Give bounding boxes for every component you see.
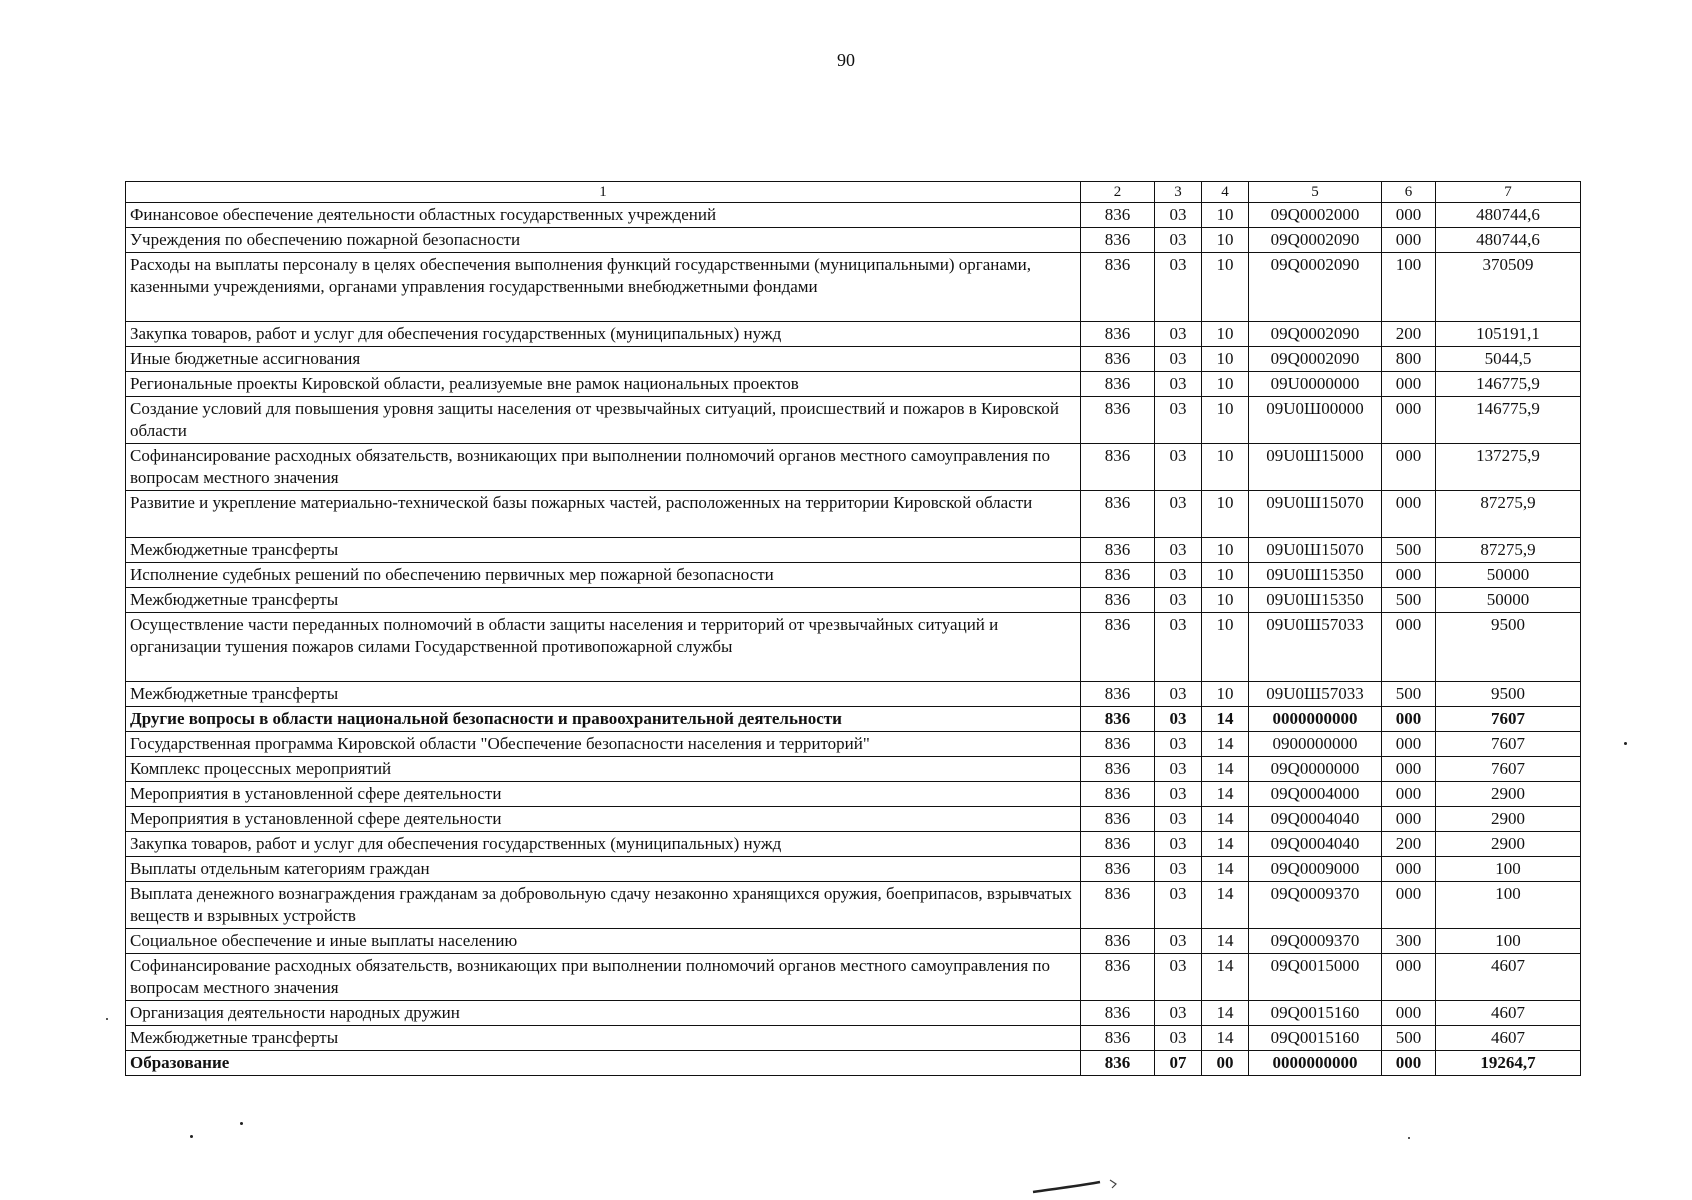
table-row: [126, 372, 1581, 397]
cell-subsection-code: 10: [1202, 397, 1249, 444]
cell-ministry-code: 836: [1081, 682, 1155, 707]
cell-expense-type: 000: [1382, 707, 1436, 732]
cell-amount: 4607: [1436, 1026, 1581, 1051]
cell-amount: 87275,9: [1436, 491, 1581, 538]
header-cell-3: 3: [1155, 182, 1202, 203]
cell-ministry-code: 836: [1081, 322, 1155, 347]
cell-target-article: 09U0Ш15070: [1249, 538, 1382, 563]
cell-expense-type: 500: [1382, 682, 1436, 707]
cell-subsection-code: 14: [1202, 782, 1249, 807]
cell-target-article: 09Q0002090: [1249, 347, 1382, 372]
cell-section-code: 03: [1155, 228, 1202, 253]
table-row: [126, 1051, 1581, 1076]
cell-expense-type: 000: [1382, 732, 1436, 757]
table-row: [126, 253, 1581, 322]
cell-amount: 146775,9: [1436, 397, 1581, 444]
cell-ministry-code: 836: [1081, 707, 1155, 732]
row-name-cell: Региональные проекты Кировской области, реализуемые вне рамок национальных проектов: [126, 372, 1081, 397]
cell-ministry-code: 836: [1081, 757, 1155, 782]
cell-subsection-code: 10: [1202, 538, 1249, 563]
cell-subsection-code: 10: [1202, 228, 1249, 253]
cell-target-article: 09Q0015160: [1249, 1001, 1382, 1026]
header-cell-1: 1: [126, 182, 1081, 203]
table-row: [126, 757, 1581, 782]
cell-subsection-code: 14: [1202, 807, 1249, 832]
row-name-cell: Комплекс процессных мероприятий: [126, 757, 1081, 782]
table-row: [126, 857, 1581, 882]
cell-expense-type: 500: [1382, 588, 1436, 613]
cell-ministry-code: 836: [1081, 807, 1155, 832]
cell-amount: 4607: [1436, 954, 1581, 1001]
cell-section-code: 03: [1155, 588, 1202, 613]
row-name-cell: Межбюджетные трансферты: [126, 588, 1081, 613]
table-row: [126, 807, 1581, 832]
table-row: [126, 563, 1581, 588]
cell-ministry-code: 836: [1081, 1026, 1155, 1051]
cell-target-article: 09U0Ш57033: [1249, 682, 1382, 707]
table-row: [126, 732, 1581, 757]
cell-section-code: 03: [1155, 757, 1202, 782]
cell-section-code: 03: [1155, 372, 1202, 397]
cell-subsection-code: 14: [1202, 732, 1249, 757]
row-name-cell: Софинансирование расходных обязательств, возникающих при выполнении полномочий органов местного самоуправления по вопросам местного значения: [126, 444, 1081, 491]
cell-amount: 100: [1436, 857, 1581, 882]
cell-subsection-code: 14: [1202, 757, 1249, 782]
cell-target-article: 09Q0015160: [1249, 1026, 1382, 1051]
cell-section-code: 03: [1155, 538, 1202, 563]
scan-speck: [1624, 742, 1627, 745]
cell-section-code: 03: [1155, 732, 1202, 757]
cell-section-code: 07: [1155, 1051, 1202, 1076]
cell-expense-type: 000: [1382, 613, 1436, 682]
row-name-cell: Организация деятельности народных дружин: [126, 1001, 1081, 1026]
table-row: [126, 954, 1581, 1001]
cell-target-article: 09U0Ш15070: [1249, 491, 1382, 538]
cell-subsection-code: 14: [1202, 1026, 1249, 1051]
cell-subsection-code: 14: [1202, 929, 1249, 954]
table-row: [126, 491, 1581, 538]
cell-amount: 9500: [1436, 682, 1581, 707]
cell-ministry-code: 836: [1081, 1051, 1155, 1076]
row-name-cell: Другие вопросы в области национальной безопасности и правоохранительной деятельности: [126, 707, 1081, 732]
cell-target-article: 09Q0009000: [1249, 857, 1382, 882]
cell-expense-type: 000: [1382, 782, 1436, 807]
cell-target-article: 09Q0000000: [1249, 757, 1382, 782]
cell-section-code: 03: [1155, 203, 1202, 228]
row-name-cell: Создание условий для повышения уровня защиты населения от чрезвычайных ситуаций, происшествий и пожаров в Кировской области: [126, 397, 1081, 444]
cell-amount: 2900: [1436, 807, 1581, 832]
cell-target-article: 0900000000: [1249, 732, 1382, 757]
cell-ministry-code: 836: [1081, 782, 1155, 807]
cell-section-code: 03: [1155, 857, 1202, 882]
cell-ministry-code: 836: [1081, 491, 1155, 538]
cell-subsection-code: 00: [1202, 1051, 1249, 1076]
cell-target-article: 09Q0015000: [1249, 954, 1382, 1001]
cell-subsection-code: 10: [1202, 563, 1249, 588]
cell-ministry-code: 836: [1081, 372, 1155, 397]
cell-section-code: 03: [1155, 1026, 1202, 1051]
cell-amount: 100: [1436, 882, 1581, 929]
cell-ministry-code: 836: [1081, 1001, 1155, 1026]
cell-expense-type: 500: [1382, 1026, 1436, 1051]
cell-target-article: 0000000000: [1249, 707, 1382, 732]
table-row: [126, 682, 1581, 707]
cell-target-article: 09Q0002090: [1249, 253, 1382, 322]
cell-section-code: 03: [1155, 832, 1202, 857]
row-name-cell: Мероприятия в установленной сфере деятельности: [126, 782, 1081, 807]
cell-expense-type: 000: [1382, 444, 1436, 491]
cell-amount: 7607: [1436, 757, 1581, 782]
cell-expense-type: 000: [1382, 954, 1436, 1001]
row-name-cell: Учреждения по обеспечению пожарной безопасности: [126, 228, 1081, 253]
cell-expense-type: 200: [1382, 322, 1436, 347]
cell-ministry-code: 836: [1081, 929, 1155, 954]
row-name-cell: Социальное обеспечение и иные выплаты населению: [126, 929, 1081, 954]
scan-speck: [1408, 1137, 1410, 1139]
cell-section-code: 03: [1155, 563, 1202, 588]
cell-subsection-code: 14: [1202, 954, 1249, 1001]
table-row: [126, 588, 1581, 613]
cell-ministry-code: 836: [1081, 732, 1155, 757]
table-row: [126, 707, 1581, 732]
cell-section-code: 03: [1155, 397, 1202, 444]
cell-expense-type: 100: [1382, 253, 1436, 322]
cell-amount: 4607: [1436, 1001, 1581, 1026]
row-name-cell: Межбюджетные трансферты: [126, 538, 1081, 563]
cell-subsection-code: 10: [1202, 444, 1249, 491]
cell-subsection-code: 14: [1202, 857, 1249, 882]
cell-subsection-code: 10: [1202, 682, 1249, 707]
cell-expense-type: 000: [1382, 372, 1436, 397]
table-row: [126, 1026, 1581, 1051]
cell-subsection-code: 10: [1202, 347, 1249, 372]
cell-amount: 480744,6: [1436, 203, 1581, 228]
cell-amount: 50000: [1436, 563, 1581, 588]
row-name-cell: Закупка товаров, работ и услуг для обеспечения государственных (муниципальных) нужд: [126, 832, 1081, 857]
cell-subsection-code: 10: [1202, 613, 1249, 682]
cell-section-code: 03: [1155, 444, 1202, 491]
cell-target-article: 09U0Ш15350: [1249, 588, 1382, 613]
row-name-cell: Межбюджетные трансферты: [126, 682, 1081, 707]
row-name-cell: Софинансирование расходных обязательств, возникающих при выполнении полномочий органов местного самоуправления по вопросам местного значения: [126, 954, 1081, 1001]
cell-section-code: 03: [1155, 322, 1202, 347]
row-name-cell: Расходы на выплаты персоналу в целях обеспечения выполнения функций государственными (муниципальными) органами, казенными учреждениями, органами управления государственными внебюджетными фондами: [126, 253, 1081, 322]
cell-target-article: 09Q0002090: [1249, 228, 1382, 253]
cell-ministry-code: 836: [1081, 538, 1155, 563]
cell-section-code: 03: [1155, 954, 1202, 1001]
cell-amount: 146775,9: [1436, 372, 1581, 397]
cell-target-article: 09Q0004040: [1249, 832, 1382, 857]
cell-section-code: 03: [1155, 253, 1202, 322]
cell-expense-type: 000: [1382, 203, 1436, 228]
cell-subsection-code: 10: [1202, 372, 1249, 397]
cell-target-article: 09Q0004000: [1249, 782, 1382, 807]
table-row: [126, 228, 1581, 253]
header-cell-6: 6: [1382, 182, 1436, 203]
table-row: [126, 782, 1581, 807]
header-cell-5: 5: [1249, 182, 1382, 203]
cell-subsection-code: 10: [1202, 491, 1249, 538]
cell-section-code: 03: [1155, 347, 1202, 372]
cell-ministry-code: 836: [1081, 397, 1155, 444]
cell-section-code: 03: [1155, 929, 1202, 954]
cell-expense-type: 300: [1382, 929, 1436, 954]
cell-target-article: 09Q0009370: [1249, 929, 1382, 954]
cell-amount: 7607: [1436, 707, 1581, 732]
cell-target-article: 09U0Ш00000: [1249, 397, 1382, 444]
cell-ministry-code: 836: [1081, 832, 1155, 857]
cell-subsection-code: 10: [1202, 253, 1249, 322]
cell-expense-type: 000: [1382, 857, 1436, 882]
table-row: [126, 613, 1581, 682]
cell-ministry-code: 836: [1081, 347, 1155, 372]
cell-ministry-code: 836: [1081, 613, 1155, 682]
table-row: [126, 832, 1581, 857]
cell-section-code: 03: [1155, 807, 1202, 832]
cell-amount: 370509: [1436, 253, 1581, 322]
budget-table: [125, 181, 1581, 1076]
cell-expense-type: 000: [1382, 397, 1436, 444]
cell-target-article: 09U0Ш15000: [1249, 444, 1382, 491]
cell-subsection-code: 14: [1202, 882, 1249, 929]
header-cell-2: 2: [1081, 182, 1155, 203]
cell-ministry-code: 836: [1081, 857, 1155, 882]
table-row: [126, 322, 1581, 347]
cell-section-code: 03: [1155, 613, 1202, 682]
cell-target-article: 09Q0009370: [1249, 882, 1382, 929]
row-name-cell: Иные бюджетные ассигнования: [126, 347, 1081, 372]
row-name-cell: Финансовое обеспечение деятельности областных государственных учреждений: [126, 203, 1081, 228]
row-name-cell: Осуществление части переданных полномочий в области защиты населения и территорий от чрезвычайных ситуаций и организации тушения пожаров силами Государственной противопожарной службы: [126, 613, 1081, 682]
cell-expense-type: 000: [1382, 491, 1436, 538]
cell-ministry-code: 836: [1081, 444, 1155, 491]
row-name-cell: Выплата денежного вознаграждения гражданам за добровольную сдачу незаконно хранящихся оружия, боеприпасов, взрывчатых веществ и взрывных устройств: [126, 882, 1081, 929]
cell-section-code: 03: [1155, 782, 1202, 807]
table-row: [126, 882, 1581, 929]
row-name-cell: Закупка товаров, работ и услуг для обеспечения государственных (муниципальных) нужд: [126, 322, 1081, 347]
cell-ministry-code: 836: [1081, 563, 1155, 588]
cell-amount: 100: [1436, 929, 1581, 954]
pen-stroke-mark: [1030, 1168, 1140, 1198]
header-cell-7: 7: [1436, 182, 1581, 203]
cell-ministry-code: 836: [1081, 588, 1155, 613]
row-name-cell: Исполнение судебных решений по обеспечению первичных мер пожарной безопасности: [126, 563, 1081, 588]
row-name-cell: Развитие и укрепление материально-технической базы пожарных частей, расположенных на территории Кировской области: [126, 491, 1081, 538]
cell-amount: 50000: [1436, 588, 1581, 613]
row-name-cell: Государственная программа Кировской области "Обеспечение безопасности населения и территорий": [126, 732, 1081, 757]
cell-expense-type: 000: [1382, 757, 1436, 782]
table-row: [126, 538, 1581, 563]
page-number: 90: [837, 50, 855, 70]
cell-amount: 137275,9: [1436, 444, 1581, 491]
cell-amount: 2900: [1436, 782, 1581, 807]
cell-subsection-code: 14: [1202, 707, 1249, 732]
cell-section-code: 03: [1155, 491, 1202, 538]
cell-ministry-code: 836: [1081, 228, 1155, 253]
cell-expense-type: 500: [1382, 538, 1436, 563]
table-row: [126, 444, 1581, 491]
cell-ministry-code: 836: [1081, 253, 1155, 322]
cell-subsection-code: 14: [1202, 832, 1249, 857]
row-name-cell: Образование: [126, 1051, 1081, 1076]
cell-target-article: 09U0Ш15350: [1249, 563, 1382, 588]
table-row: [126, 347, 1581, 372]
cell-amount: 480744,6: [1436, 228, 1581, 253]
cell-expense-type: 000: [1382, 1001, 1436, 1026]
cell-expense-type: 000: [1382, 228, 1436, 253]
row-name-cell: Межбюджетные трансферты: [126, 1026, 1081, 1051]
cell-amount: 5044,5: [1436, 347, 1581, 372]
cell-ministry-code: 836: [1081, 882, 1155, 929]
cell-section-code: 03: [1155, 882, 1202, 929]
cell-expense-type: 000: [1382, 807, 1436, 832]
row-name-cell: Выплаты отдельным категориям граждан: [126, 857, 1081, 882]
cell-section-code: 03: [1155, 707, 1202, 732]
cell-subsection-code: 14: [1202, 1001, 1249, 1026]
cell-ministry-code: 836: [1081, 954, 1155, 1001]
cell-amount: 2900: [1436, 832, 1581, 857]
cell-ministry-code: 836: [1081, 203, 1155, 228]
cell-amount: 105191,1: [1436, 322, 1581, 347]
scan-speck: [190, 1135, 193, 1138]
scan-speck: [240, 1122, 243, 1125]
cell-amount: 9500: [1436, 613, 1581, 682]
cell-amount: 19264,7: [1436, 1051, 1581, 1076]
cell-target-article: 09Q0002090: [1249, 322, 1382, 347]
cell-subsection-code: 10: [1202, 588, 1249, 613]
header-cell-4: 4: [1202, 182, 1249, 203]
cell-subsection-code: 10: [1202, 203, 1249, 228]
cell-amount: 87275,9: [1436, 538, 1581, 563]
cell-target-article: 09U0000000: [1249, 372, 1382, 397]
table-row: [126, 929, 1581, 954]
cell-subsection-code: 10: [1202, 322, 1249, 347]
cell-target-article: 09Q0002000: [1249, 203, 1382, 228]
header-row: [126, 182, 1581, 203]
cell-expense-type: 000: [1382, 882, 1436, 929]
table-row: [126, 397, 1581, 444]
table-row: [126, 1001, 1581, 1026]
table-row: [126, 203, 1581, 228]
cell-section-code: 03: [1155, 682, 1202, 707]
cell-expense-type: 200: [1382, 832, 1436, 857]
cell-target-article: 09U0Ш57033: [1249, 613, 1382, 682]
cell-target-article: 09Q0004040: [1249, 807, 1382, 832]
cell-target-article: 0000000000: [1249, 1051, 1382, 1076]
row-name-cell: Мероприятия в установленной сфере деятельности: [126, 807, 1081, 832]
scan-speck: [106, 1018, 108, 1020]
cell-amount: 7607: [1436, 732, 1581, 757]
cell-expense-type: 000: [1382, 1051, 1436, 1076]
cell-expense-type: 000: [1382, 563, 1436, 588]
cell-section-code: 03: [1155, 1001, 1202, 1026]
table-body: [126, 203, 1581, 1076]
cell-expense-type: 800: [1382, 347, 1436, 372]
